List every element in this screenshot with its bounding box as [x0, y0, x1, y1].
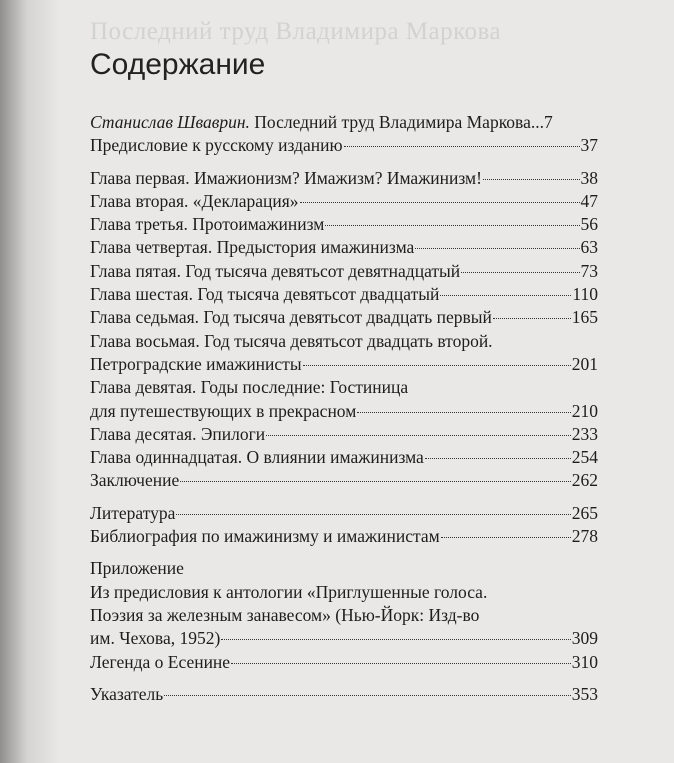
toc-entry-page: 63: [580, 237, 598, 258]
toc-entry-text: для путешествующих в прекрасном: [90, 400, 357, 421]
toc-entry-page: 38: [580, 167, 598, 188]
toc-dot-leader: [425, 457, 571, 459]
toc-entry-text: Предисловие к русскому изданию: [90, 135, 343, 156]
toc-entry: [90, 306, 598, 329]
toc-entry: [90, 167, 598, 190]
toc-entry-title: [90, 581, 487, 604]
toc-entry-text: Приложение: [90, 558, 184, 579]
toc-entry-page: ...7: [530, 112, 553, 132]
toc-entry-title: [90, 306, 492, 329]
toc-entry: [90, 581, 598, 604]
toc-entry-title: [90, 190, 299, 213]
toc-dot-leader: [266, 434, 571, 436]
toc-dot-leader: [357, 411, 570, 413]
toc-entry-title: [90, 330, 493, 353]
toc-entry-text: Глава вторая. «Декларация»: [90, 190, 299, 211]
toc-entry-text: Глава десятая. Эпилоги: [90, 423, 266, 444]
toc-entry-title: [90, 260, 460, 283]
toc-entry-page: 47: [580, 190, 598, 211]
toc-entry: [90, 446, 598, 469]
toc-entry-page: 110: [572, 284, 598, 305]
toc-entry: [90, 283, 598, 306]
toc-dot-leader: [440, 294, 571, 296]
toc-entry-text: Глава одиннадцатая. О влиянии имажинизма: [90, 447, 424, 468]
toc-entry-title: [90, 353, 302, 376]
toc-entry: [90, 260, 598, 283]
toc-entry-text: Поэзия за железным занавесом» (Нью-Йорк: Изд-во: [90, 604, 480, 625]
toc-entry-text: им. Чехова, 1952): [90, 628, 221, 649]
toc-entry-text: Глава пятая. Год тысяча девятьсот девятнадцатый: [90, 260, 461, 281]
toc-dot-leader: [344, 145, 580, 147]
toc-entry-text: Легенда о Есенине: [90, 651, 231, 672]
toc-entry-title: [90, 167, 482, 190]
toc-dot-leader: [415, 247, 579, 249]
toc-entry: [90, 111, 598, 134]
toc-entry-title: [90, 236, 414, 259]
toc-entry: [90, 213, 598, 236]
toc-entry-title: [90, 683, 163, 706]
toc-entry: [90, 604, 598, 627]
toc-entry-title: [90, 111, 531, 134]
toc-entry-text: Литература: [90, 502, 176, 523]
toc-entry-page: 309: [571, 628, 598, 649]
toc-dot-leader: [180, 480, 571, 482]
toc-entry-title: [90, 604, 479, 627]
toc-page: [90, 0, 598, 763]
toc-entry: [90, 134, 598, 157]
toc-entry-page: 310: [571, 651, 598, 672]
toc-entry: [90, 423, 598, 446]
toc-entry-page: 210: [571, 400, 598, 421]
toc-entry-page: 37: [580, 135, 598, 156]
toc-dot-leader: [176, 513, 570, 515]
toc-entry-text: Петроградские имажинисты: [90, 353, 302, 374]
toc-entry-text: Глава третья. Протоимажинизм: [90, 214, 325, 235]
toc-dot-leader: [483, 178, 580, 180]
toc-dot-leader: [300, 201, 580, 203]
toc-entry: [90, 651, 598, 674]
toc-entry: [90, 330, 598, 353]
toc-list: [90, 111, 598, 706]
toc-entry-title: [90, 651, 230, 674]
toc-dot-leader: [325, 224, 579, 226]
toc-entry-text: Глава шестая. Год тысяча девятьсот двадцатый: [90, 284, 440, 305]
toc-entry-text: Указатель: [90, 683, 164, 704]
page-title: Содержание: [90, 48, 266, 81]
bleed-through-heading: Последний труд Владимира Маркова: [90, 18, 502, 45]
toc-entry-title: [90, 446, 424, 469]
toc-entry-text: Библиография по имажинизму и имажинистам: [90, 526, 440, 547]
toc-entry-text: Из предисловия к антологии «Приглушенные голоса.: [90, 581, 488, 602]
toc-entry-text: Глава седьмая. Год тысяча девятьсот двадцать первый: [90, 307, 492, 328]
toc-dot-leader: [221, 638, 570, 640]
toc-entry-title: [90, 213, 324, 236]
toc-dot-leader: [493, 317, 571, 319]
toc-entry-title: [90, 557, 184, 580]
toc-entry: [90, 627, 598, 650]
toc-entry: [90, 353, 598, 376]
toc-entry-text: Глава восьмая. Год тысяча девятьсот двадцать второй.: [90, 330, 493, 351]
toc-entry-title: [90, 423, 265, 446]
toc-entry-page: 278: [571, 526, 598, 547]
toc-entry-title: [90, 627, 220, 650]
toc-entry-title: [90, 502, 175, 525]
toc-entry-text: Глава девятая. Годы последние: Гостиница: [90, 377, 409, 398]
toc-dot-leader: [303, 364, 571, 366]
binding-shadow: [0, 0, 60, 763]
toc-entry-page: 265: [571, 502, 598, 523]
toc-entry-text: Глава четвертая. Предыстория имажинизма: [90, 237, 415, 258]
toc-entry-title: [90, 469, 179, 492]
toc-entry-page: 165: [571, 307, 598, 328]
toc-entry: [90, 502, 598, 525]
toc-entry: [90, 190, 598, 213]
toc-entry-title: [90, 283, 439, 306]
toc-dot-leader: [461, 271, 579, 273]
toc-entry-text: Глава первая. Имажионизм? Имажизм? Имажинизм!: [90, 167, 482, 188]
toc-dot-leader: [441, 536, 571, 538]
toc-entry-text: Заключение: [90, 470, 180, 491]
toc-entry: [90, 376, 598, 399]
toc-dot-leader: [164, 694, 571, 696]
toc-entry-page: 233: [571, 423, 598, 444]
toc-entry-text: Последний труд Владимира Маркова: [249, 112, 531, 132]
toc-entry-page: 201: [571, 353, 598, 374]
toc-entry: [90, 525, 598, 548]
toc-entry: [90, 400, 598, 423]
toc-entry-title: [90, 376, 408, 399]
toc-entry: [90, 557, 598, 580]
toc-entry-author: Станислав Шваврин.: [90, 112, 250, 132]
toc-entry: [90, 683, 598, 706]
toc-entry: [90, 236, 598, 259]
toc-entry-page: 56: [580, 214, 598, 235]
toc-entry-page: 353: [571, 683, 598, 704]
toc-entry-title: [90, 525, 440, 548]
toc-entry-title: [90, 400, 356, 423]
toc-dot-leader: [231, 662, 571, 664]
toc-entry-page: 262: [571, 470, 598, 491]
toc-entry-page: 73: [580, 260, 598, 281]
toc-entry-title: [90, 134, 343, 157]
toc-entry-page: 254: [571, 447, 598, 468]
toc-entry: [90, 469, 598, 492]
